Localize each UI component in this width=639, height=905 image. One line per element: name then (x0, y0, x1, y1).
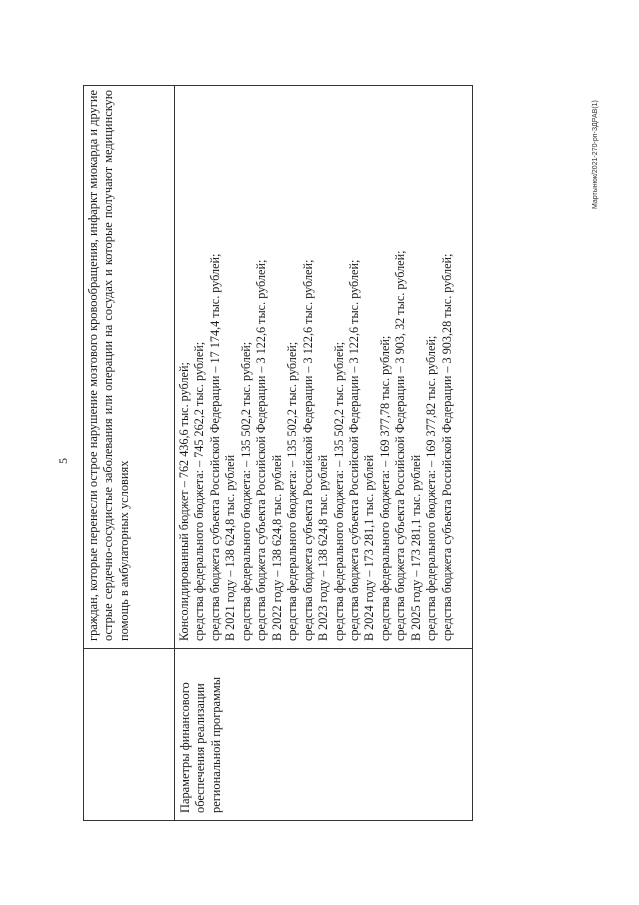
financing-line: средства бюджета субъекта Российской Федерации – 3 903,28 тыс. рублей; (439, 253, 454, 641)
document-code: Мартынюк/2021-270-рп-ЗДРАВ(1) (592, 100, 599, 209)
financing-line: В 2025 году – 173 281,1 тыс. рублей (408, 454, 423, 641)
financing-line: средства федерального бюджета: – 135 502,2 тыс. рублей; (331, 341, 346, 641)
financing-line: В 2021 году – 138 624,8 тыс. рублей (223, 454, 238, 641)
financing-details (175, 86, 472, 648)
continuation-text: граждан, которые перенесли острое нарушение мозгового кровообращения, инфаркт миокарда и другие острые сердечно-сосудистые заболевания или операции на сосудах и которые получают медицинскую помощь в амбулаторных условиях (86, 90, 131, 641)
financing-line: средства бюджета субъекта Российской Федерации – 17 174,4 тыс. рублей; (207, 253, 222, 641)
financing-line: средства федерального бюджета: – 745 262,2 тыс. рублей; (192, 341, 207, 641)
financing-line: средства федерального бюджета: – 135 502,2 тыс. рублей; (238, 341, 253, 641)
financing-line: средства бюджета субъекта Российской Федерации – 3 122,6 тыс. рублей; (346, 259, 361, 641)
financing-line: В 2023 году – 138 624,8 тыс. рублей (316, 454, 331, 641)
table-cell-empty (84, 648, 174, 820)
financing-line: средства федерального бюджета: – 169 377,78 тыс. рублей; (377, 335, 392, 641)
financing-line: средства бюджета субъекта Российской Федерации – 3 903, 32 тыс. рублей; (393, 250, 408, 641)
financing-line: средства бюджета субъекта Российской Федерации – 3 122,6 тыс. рублей; (300, 259, 315, 641)
financing-line: Консолидированный бюджет – 762 436,6 тыс. рублей; (177, 362, 191, 641)
program-table (83, 85, 473, 821)
financing-line: средства федерального бюджета: – 169 377,82 тыс. рублей; (424, 335, 439, 641)
table-row-continuation (84, 86, 175, 820)
financing-line: средства федерального бюджета: – 135 502,2 тыс. рублей; (285, 341, 300, 641)
table-row-financing (175, 86, 472, 820)
financing-line: В 2022 году – 138 624,8 тыс. рублей (269, 454, 284, 641)
financing-line: средства бюджета субъекта Российской Федерации – 3 122,6 тыс. рублей; (254, 259, 269, 641)
financing-label: Параметры финансового обеспечения реализации региональной программы (175, 648, 472, 820)
page-number: 5 (56, 458, 70, 464)
financing-line: В 2024 году – 173 281,1 тыс. рублей (362, 454, 377, 641)
